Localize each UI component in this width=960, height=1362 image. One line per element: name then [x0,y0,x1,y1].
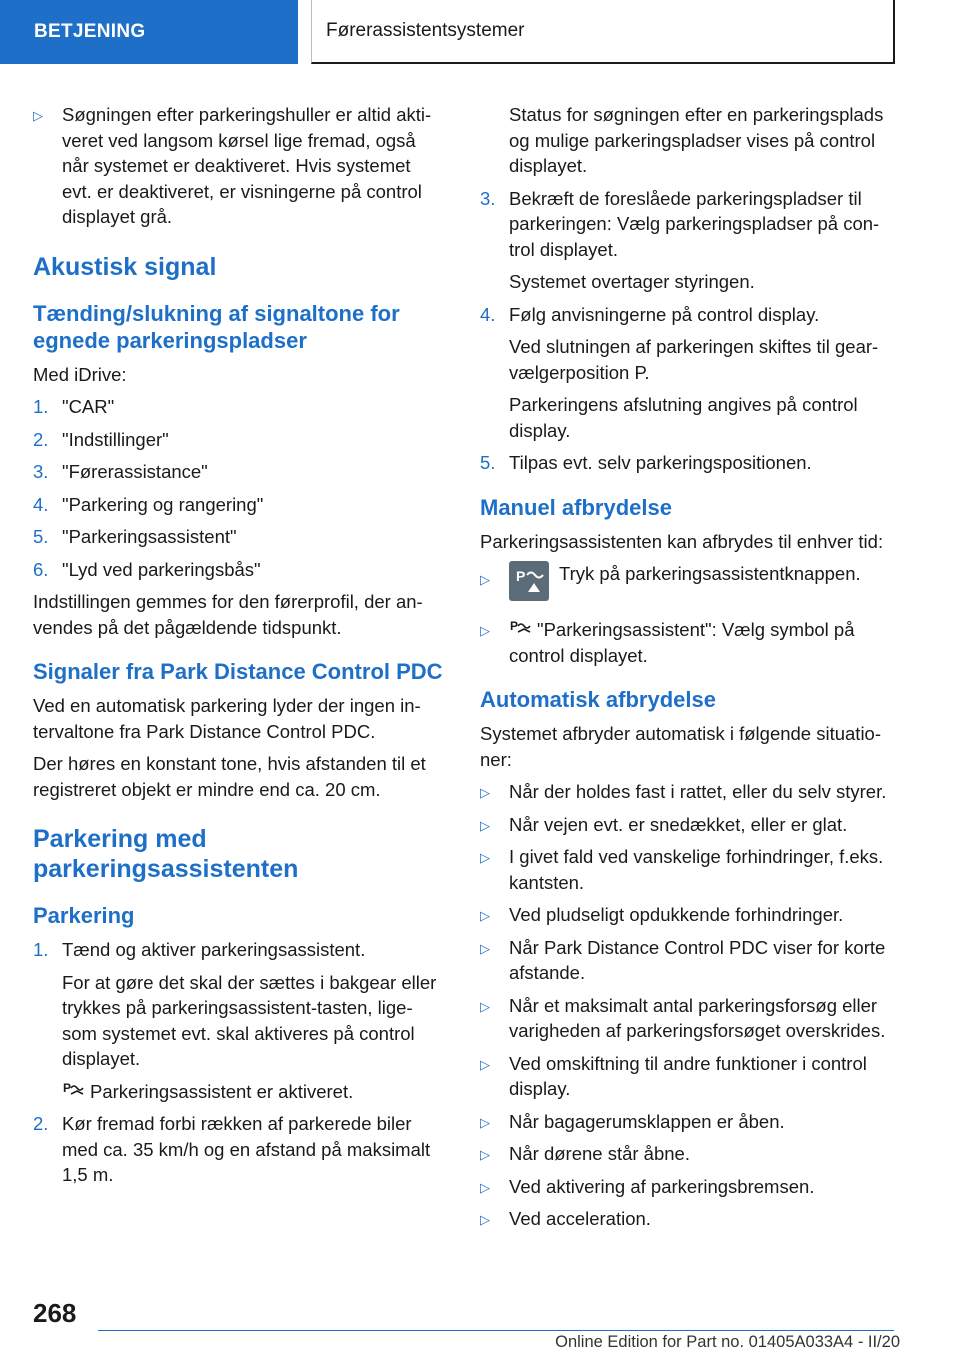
auto-list [480,779,898,1232]
parking-step-1-detail: For at gøre det skal der sættes i bakgear eller trykkes på parkeringsassistent-tasten, lige-som systemet evt. skal aktiveres på control displayet. [62,971,437,1069]
med-idrive: Med iDrive: [33,363,127,385]
signaler-paragraph-1: Ved en automatisk parkering lyder der ingen in-tervaltone fra Park Distance Control PDC. [33,695,421,742]
parking-step-1 [33,937,445,963]
bullet-triangle-icon: ▷ [480,850,490,865]
auto-item [480,1174,898,1200]
step-item [33,459,445,485]
step-text: "Parkeringsassistent" [62,526,237,547]
heading-akustisk-signal: Akustisk signal [33,252,217,281]
bullet-triangle-icon: ▷ [480,940,490,956]
step-number: 5. [480,452,496,473]
svg-text:P: P [516,568,526,584]
auto-item-text: Når vejen evt. er snedækket, eller er glat. [509,813,848,835]
svg-text:P: P [63,1080,72,1095]
step-number: 3. [33,461,49,482]
step-number: 4. [33,493,49,515]
bullet-triangle-icon: ▷ [480,1147,490,1162]
step-item [33,427,445,453]
page-number: 268 [33,1298,77,1328]
auto-item [480,1051,898,1102]
bullet-triangle-icon: ▷ [480,908,490,923]
auto-item-text: Ved pludseligt opdukkende forhindringer. [509,904,844,925]
parking-step-4 [480,302,898,328]
bullet-triangle-icon: ▷ [480,623,490,638]
auto-item [480,935,898,986]
left-column [33,102,445,1195]
bullet-triangle-icon: ▷ [480,998,490,1014]
step-number: 5. [33,526,49,547]
signaler-paragraph-2: Der høres en konstant tone, hvis afstanden til et registreret objekt er mindre end ca. 20 cm. [33,753,426,800]
parking-step-4-detail-1: Ved slutningen af parkeringen skiftes til gear-vælgerposition P. [509,336,879,383]
manuel-bullet-2 [480,617,898,668]
step-text: "Førerassistance" [62,461,208,482]
step-text: "CAR" [62,396,115,417]
step-number: 4. [480,303,496,325]
step-text: Tænd og aktiver parkeringsassistent. [62,939,366,960]
step-number: 6. [33,558,49,580]
auto-item-text: Når Park Distance Control PDC viser for korte afstande. [509,936,886,983]
header-chapter: Førerassistentsystemer [311,0,895,64]
auto-item [480,1141,898,1167]
step-text: Bekræft de foreslåede parkeringspladser til parkeringen: Vælg parkeringspladser på con-trol displayet. [509,187,880,260]
bullet-triangle-icon: ▷ [480,1114,490,1130]
bullet-text: Tryk på parkeringsassistentknappen. [559,563,861,584]
step-number: 2. [33,428,49,450]
svg-text:P: P [510,619,519,633]
auto-item-text: I givet fald ved vanskelige forhindringer, f.eks. kantsten. [509,846,884,893]
saved-text: Indstillingen gemmes for den førerprofil, der an-vendes på det pågældende tidspunkt. [33,591,423,638]
auto-item-text: Når der holdes fast i rattet, eller du selv styrer. [509,781,887,802]
step-text: Kør fremad forbi rækken af parkerede biler med ca. 35 km/h og en afstand på maksimalt 1,5 m. [62,1113,431,1185]
step-number: 3. [480,187,496,209]
step-item [33,394,445,420]
heading-manuel: Manuel afbrydelse [480,494,672,520]
step-text: "Parkering og rangering" [62,493,264,515]
parking-step-3-detail: Systemet overtager styringen. [509,271,755,292]
step-number: 2. [33,1113,49,1134]
auto-item-text: Ved omskiftning til andre funktioner i control display. [509,1052,867,1099]
right-column [480,102,898,1239]
heading-parkering-med: Parkering med parkeringsassistenten [33,825,299,883]
status-text: Parkeringsassistent er aktiveret. [90,1080,354,1102]
bullet-triangle-icon: ▷ [480,785,490,800]
search-status-text: Status for søgningen efter en parkeringsplads og mulige parkeringspladser vises på control displayet. [509,104,884,176]
step-text: "Indstillinger" [62,428,169,450]
bullet-text: "Parkeringsassistent": Vælg symbol på control displayet. [509,619,855,666]
auto-intro: Systemet afbryder automatisk i følgende situatio-ner: [480,723,882,770]
bullet-triangle-icon: ▷ [480,1212,490,1227]
parking-step-4-detail-2: Parkeringens afslutning angives på control display. [509,394,858,441]
step-item [33,492,445,518]
parking-step-3 [480,186,898,263]
manuel-bullet-1 [480,561,898,605]
auto-item [480,812,898,838]
parking-step-1-status [33,1079,445,1105]
step-number: 1. [33,939,49,960]
auto-item-text: Ved acceleration. [509,1208,651,1229]
auto-item [480,844,898,895]
heading-parkering: Parkering [33,903,135,928]
auto-item [480,1206,898,1232]
auto-item [480,1109,898,1135]
heading-signaler: Signaler fra Park Distance Control PDC [33,659,443,684]
step-text: Tilpas evt. selv parkeringspositionen. [509,452,812,473]
park-assist-button-icon [509,561,549,601]
heading-taending: Tænding/slukning af signaltone for egnede parkeringspladser [33,300,400,353]
parking-step-2 [33,1111,445,1188]
step-item [33,557,445,583]
header-section: BETJENING [0,0,298,64]
auto-item [480,779,898,805]
step-text: "Lyd ved parkeringsbås" [62,558,261,580]
bullet-triangle-icon: ▷ [480,1179,490,1195]
idrive-steps [33,394,445,582]
park-assist-icon [62,1080,84,1100]
auto-item-text: Når bagagerumsklappen er åben. [509,1110,785,1132]
step-text: Følg anvisningerne på control display. [509,303,820,325]
auto-item-text: Ved aktivering af parkeringsbremsen. [509,1175,815,1197]
bullet-triangle-icon: ▷ [480,817,490,833]
auto-item [480,993,898,1044]
parking-step-5 [480,450,898,476]
auto-item [480,902,898,928]
park-assist-icon [509,618,531,638]
auto-item-text: Når et maksimalt antal parkeringsforsøg eller varigheden af parkeringsforsøget overskrides. [509,994,886,1041]
step-item [33,524,445,550]
manuel-intro: Parkeringsassistenten kan afbrydes til enhver tid: [480,530,884,552]
heading-automatisk: Automatisk afbrydelse [480,687,716,712]
bullet-triangle-icon: ▷ [480,1056,490,1072]
bullet-triangle-icon: ▷ [33,108,43,123]
bullet-text: Søgningen efter parkeringshuller er altid akti-veret ved langsom kørsel lige fremad, også når systemet er deaktiveret. Hvis systemet evt. er deaktiveret, er visningerne på control displayet grå. [62,104,432,227]
footer-divider [98,1330,894,1331]
bullet-item [33,102,445,230]
auto-item-text: Når dørene står åbne. [509,1143,690,1164]
footer-edition: Online Edition for Part no. 01405A033A4 - II/20 [555,1333,900,1351]
bullet-triangle-icon: ▷ [480,572,490,587]
step-number: 1. [33,396,49,417]
